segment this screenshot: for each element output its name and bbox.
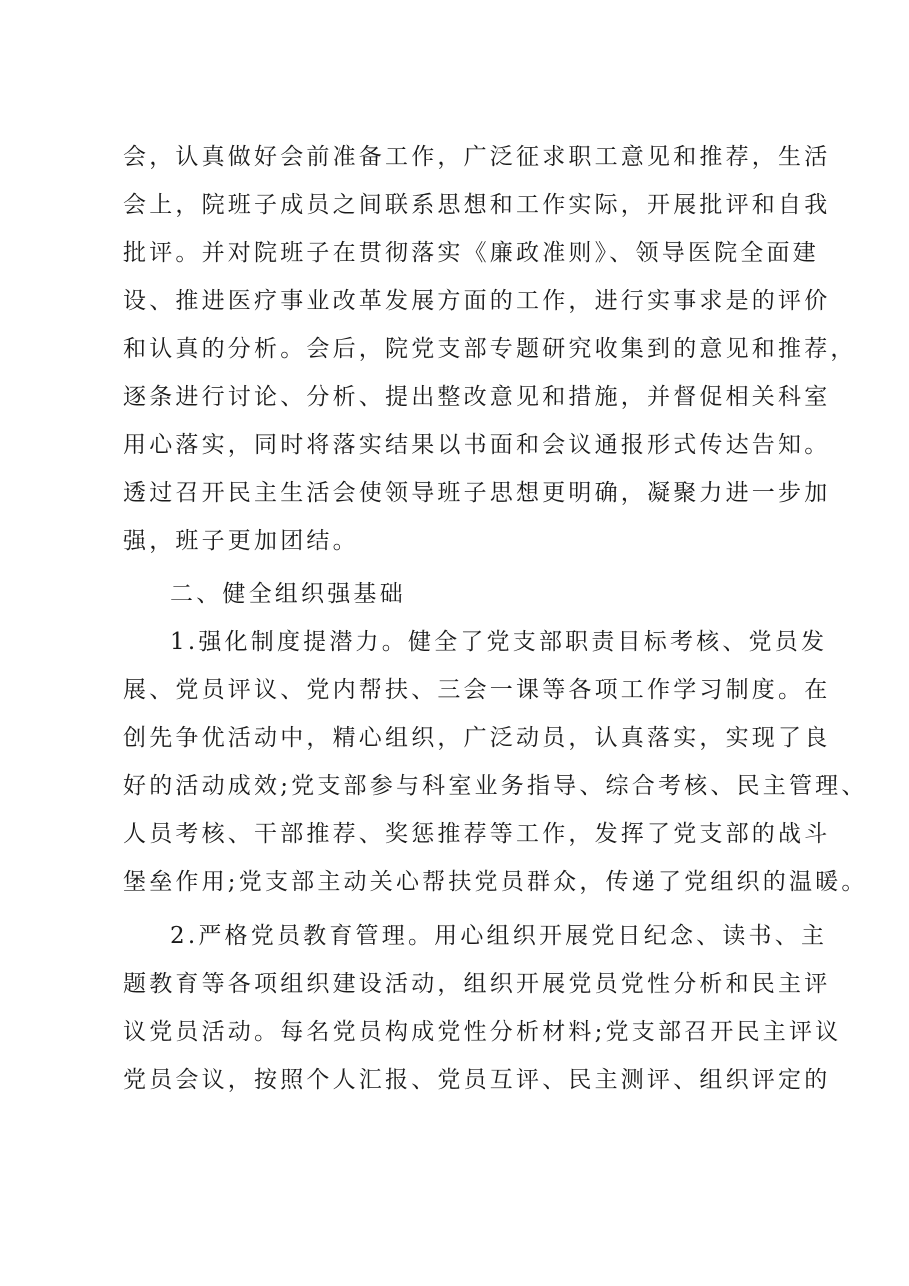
- body-line: 堡垒作用;党支部主动关心帮扶党员群众，传递了党组织的温暖。: [123, 869, 868, 895]
- body-line: 党员会议，按照个人汇报、党员互评、民主测评、组织评定的: [123, 1067, 831, 1093]
- body-line: 透过召开民主生活会使领导班子思想更明确，凝聚力进一步加: [123, 480, 831, 506]
- section-heading: 二、健全组织强基础: [170, 581, 406, 607]
- body-line: 和认真的分析。会后，院党支部专题研究收集到的意见和推荐，: [123, 336, 857, 362]
- body-line: 会，认真做好会前准备工作，广泛征求职工意见和推荐，生活: [123, 144, 831, 170]
- body-line: 创先争优活动中，精心组织，广泛动员，认真落实，实现了良: [123, 725, 831, 751]
- body-line: 设、推进医疗事业改革发展方面的工作，进行实事求是的评价: [123, 288, 831, 314]
- body-line: 会上，院班子成员之间联系思想和工作实际，开展批评和自我: [123, 192, 831, 218]
- body-line: 用心落实，同时将落实结果以书面和会议通报形式传达告知。: [123, 432, 831, 458]
- body-line: 逐条进行讨论、分析、提出整改意见和措施，并督促相关科室: [123, 384, 831, 410]
- body-line: 题教育等各项组织建设活动，组织开展党员党性分析和民主评: [123, 971, 831, 997]
- body-line: 议党员活动。每名党员构成党性分析材料;党支部召开民主评议: [123, 1019, 842, 1045]
- body-line: 好的活动成效;党支部参与科室业务指导、综合考核、民主管理、: [123, 773, 868, 799]
- body-line: 展、党员评议、党内帮扶、三会一课等各项工作学习制度。在: [123, 677, 831, 703]
- body-line: 批评。并对院班子在贯彻落实《廉政准则》、领导医院全面建: [123, 240, 819, 266]
- paragraph-first-line: 1.强化制度提潜力。健全了党支部职责目标考核、党员发: [170, 629, 828, 655]
- body-line: 强，班子更加团结。: [123, 528, 359, 554]
- paragraph-first-line: 2.严格党员教育管理。用心组织开展党日纪念、读书、主: [170, 923, 828, 949]
- body-line: 人员考核、干部推荐、奖惩推荐等工作，发挥了党支部的战斗: [123, 821, 831, 847]
